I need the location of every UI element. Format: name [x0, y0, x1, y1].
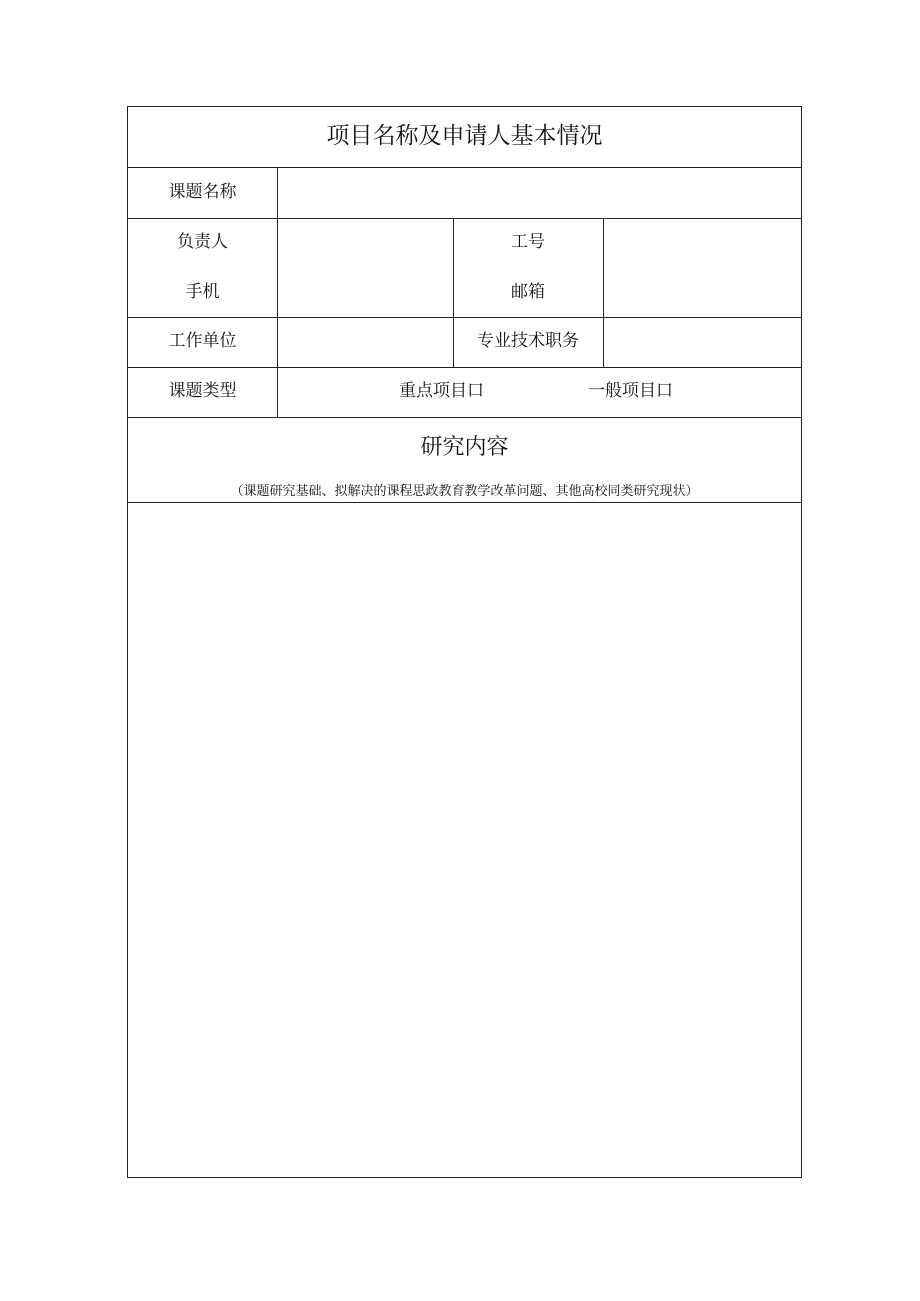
application-form-table — [127, 106, 802, 1178]
research-content-note: （课题研究基础、拟解决的课程思政教育教学改革问题、其他高校同类研究现状） — [230, 484, 699, 499]
row-divider — [128, 367, 801, 368]
phone-label: 手机 — [185, 282, 220, 302]
research-content-field[interactable] — [128, 503, 801, 1177]
topic-type-label: 课题类型 — [168, 381, 237, 401]
general-project-option[interactable]: 一般项目口 — [588, 381, 673, 401]
staff-id-email-field[interactable] — [604, 219, 801, 317]
topic-name-label: 课题名称 — [168, 182, 237, 202]
research-content-title: 研究内容 — [420, 435, 509, 460]
form-title: 项目名称及申请人基本情况 — [326, 123, 603, 149]
leader-phone-field[interactable] — [278, 219, 453, 317]
email-label: 邮箱 — [511, 282, 545, 302]
key-project-option[interactable]: 重点项目口 — [399, 381, 484, 401]
topic-name-field[interactable] — [278, 168, 801, 218]
staff-id-label: 工号 — [511, 232, 545, 252]
professional-title-field[interactable] — [604, 318, 801, 367]
leader-label: 负责人 — [177, 232, 228, 252]
professional-title-label: 专业技术职务 — [477, 331, 579, 351]
work-unit-label: 工作单位 — [168, 331, 237, 351]
row-divider — [128, 417, 801, 418]
work-unit-field[interactable] — [278, 318, 453, 367]
